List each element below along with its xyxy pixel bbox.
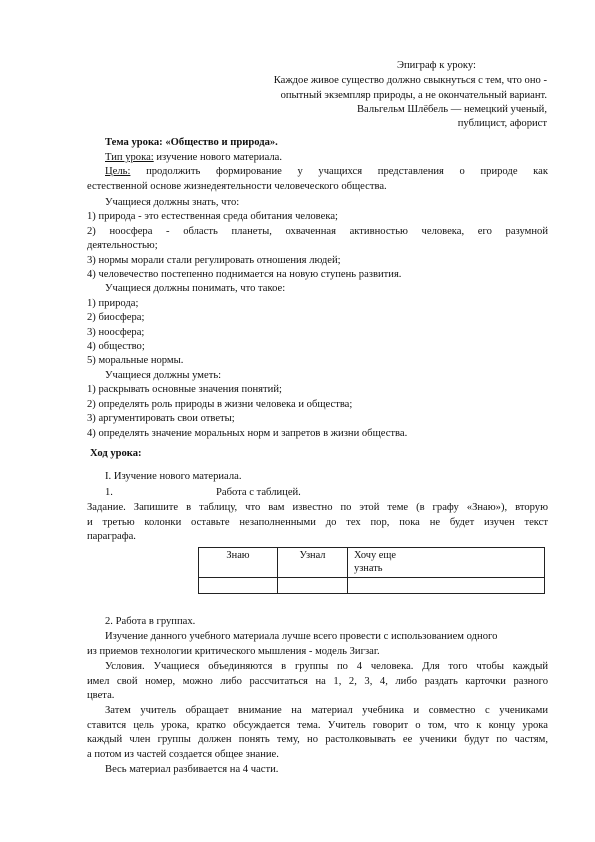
course-step-1-1-number: 1. [105, 487, 113, 498]
understand-item-3: 3) ноосфера; [87, 327, 145, 338]
table-cell [348, 578, 545, 594]
understand-item-1: 1) природа; [87, 298, 139, 309]
table-cell [278, 578, 348, 594]
understand-title: Учащиеся должны понимать, что такое: [105, 283, 286, 294]
table-cell [199, 578, 278, 594]
understand-item-4: 4) общество; [87, 341, 145, 352]
table-header-want-line-2: узнать [354, 563, 383, 574]
lesson-topic-label: Тема урока: [105, 137, 163, 148]
goal-line-1 [105, 165, 548, 178]
task-text: Запишите в таблицу, что вам известно по этой теме (в графу «Знаю»), вторую [125, 502, 548, 513]
lesson-type-value: изучение нового материала. [153, 152, 283, 163]
table-header-learned: Узнал [278, 548, 348, 578]
know-item-4: 4) человечество постепенно поднимается на новую ступень развития. [87, 269, 402, 280]
goal-text: продолжить формирование у учащихся представления о природе как [130, 166, 548, 177]
lesson-topic [105, 136, 278, 149]
knowledge-table [198, 547, 545, 594]
course-step-2: 2. Работа в группах. [105, 616, 196, 627]
paragraph-2-line-1: Условия. Учащиеся объединяются в группы по 4 человека. Для того чтобы каждый [105, 661, 548, 672]
epigraph-title: Эпиграф к уроку: [397, 60, 476, 71]
goal-line-2: естественной основе жизнедеятельности человеческого общества. [87, 181, 387, 192]
paragraph-3-line-4: а потом из частей создается общее знание. [87, 749, 279, 760]
table-row [199, 578, 545, 594]
epigraph-line-2: опытный экземпляр природы, а не окончательный вариант. [280, 90, 547, 101]
table-header-want-to-know [348, 548, 545, 578]
paragraph-4: Весь материал разбивается на 4 части. [105, 764, 279, 775]
epigraph-line-3: Вальгельм Шлёбель — немецкий ученый, [356, 104, 547, 115]
know-title: Учащиеся должны знать, что: [105, 197, 240, 208]
table-header-row [199, 548, 545, 578]
course-step-1: I. Изучение нового материала. [105, 471, 242, 482]
know-item-2-cont: деятельностью; [87, 240, 158, 251]
know-item-1: 1) природа - это естественная среда обитания человека; [87, 211, 338, 222]
paragraph-3-line-1: Затем учитель обращает внимание на материал учебника и совместно с учениками [105, 705, 548, 716]
table-header-want-line-1: Хочу еще [354, 550, 397, 561]
task-line-2: и третью колонки оставьте незаполненными до тех пор, пока не будет изучен текст [87, 517, 548, 528]
paragraph-1-line-1: Изучение данного учебного материала лучше всего провести с использованием одного [105, 631, 498, 642]
course-step-1-1-text: Работа с таблицей. [216, 487, 301, 498]
paragraph-2-line-3: цвета. [87, 690, 115, 701]
task-line-3: параграфа. [87, 531, 136, 542]
able-title: Учащиеся должны уметь: [105, 370, 222, 381]
paragraph-2-line-2: имел свой номер, можно либо рассчитаться на 1, 2, 3, 4, либо раздать карточки разного [87, 676, 548, 687]
lesson-topic-value: «Общество и природа». [162, 137, 278, 148]
epigraph-line-4: публицист, афорист [457, 118, 547, 129]
know-item-3: 3) нормы морали стали регулировать отношения людей; [87, 255, 341, 266]
goal-label: Цель: [105, 166, 131, 177]
know-item-2: 2) ноосфера - область планеты, охваченная активностью человека, его разумной [87, 226, 548, 237]
epigraph-line-1: Каждое живое существо должно свыкнуться с тем, что оно - [273, 75, 547, 86]
paragraph-3-line-3: каждый член группы должен понять тему, но растолковывать ее ученики будут по частям, [87, 734, 548, 745]
lesson-type-label: Тип урока: [105, 152, 154, 163]
lesson-type [105, 151, 282, 164]
task-label: Задание. [87, 502, 126, 513]
able-item-3: 3) аргументировать свои ответы; [87, 413, 235, 424]
understand-item-5: 5) моральные нормы. [87, 355, 184, 366]
paragraph-1-line-2: из приемов технологии критического мышления - модель Зигзаг. [87, 646, 380, 657]
task-line-1 [87, 501, 548, 514]
table-header-know: Знаю [199, 548, 278, 578]
able-item-4: 4) определять значение моральных норм и запретов в жизни общества. [87, 428, 408, 439]
able-item-1: 1) раскрывать основные значения понятий; [87, 384, 282, 395]
paragraph-3-line-2: ставится цель урока, кратко обсуждается тема. Учитель говорит о том, что к концу урока [87, 720, 548, 731]
course-title: Ход урока: [90, 448, 142, 459]
understand-item-2: 2) биосфера; [87, 312, 145, 323]
able-item-2: 2) определять роль природы в жизни человека и общества; [87, 399, 353, 410]
